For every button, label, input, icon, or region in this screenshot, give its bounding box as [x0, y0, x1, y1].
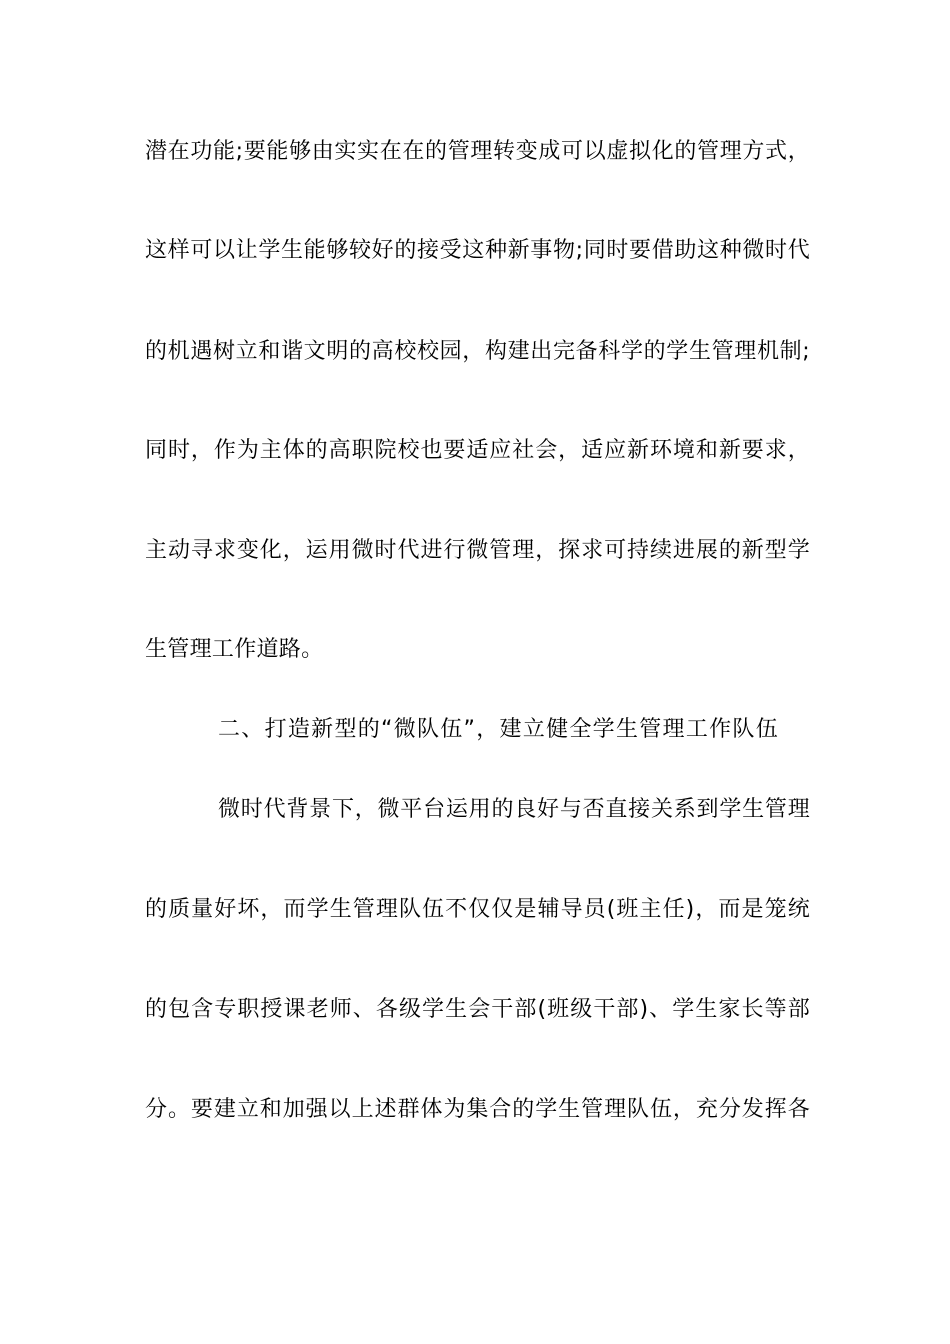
text-line: 微时代背景下，微平台运用的良好与否直接关系到学生管理 — [218, 797, 810, 822]
text-line: 的包含专职授课老师、各级学生会干部(班级干部)、学生家长等部 — [145, 997, 810, 1022]
text-line: 的质量好坏，而学生管理队伍不仅仅是辅导员(班主任)，而是笼统 — [145, 897, 810, 922]
text-line: 主动寻求变化，运用微时代进行微管理，探求可持续进展的新型学 — [145, 538, 810, 563]
text-line: 同时，作为主体的高职院校也要适应社会，适应新环境和新要求， — [145, 438, 810, 463]
section-heading: 二、打造新型的“微队伍”，建立健全学生管理工作队伍 — [218, 717, 778, 742]
text-line: 的机遇树立和谐文明的高校校园，构建出完备科学的学生管理机制; — [145, 339, 810, 364]
text-line: 分。要建立和加强以上述群体为集合的学生管理队伍，充分发挥各 — [145, 1097, 810, 1122]
text-line: 生管理工作道路。 — [145, 637, 324, 662]
text-line: 这样可以让学生能够较好的接受这种新事物;同时要借助这种微时代 — [145, 238, 810, 263]
text-line: 潜在功能;要能够由实实在在的管理转变成可以虚拟化的管理方式， — [145, 139, 810, 164]
